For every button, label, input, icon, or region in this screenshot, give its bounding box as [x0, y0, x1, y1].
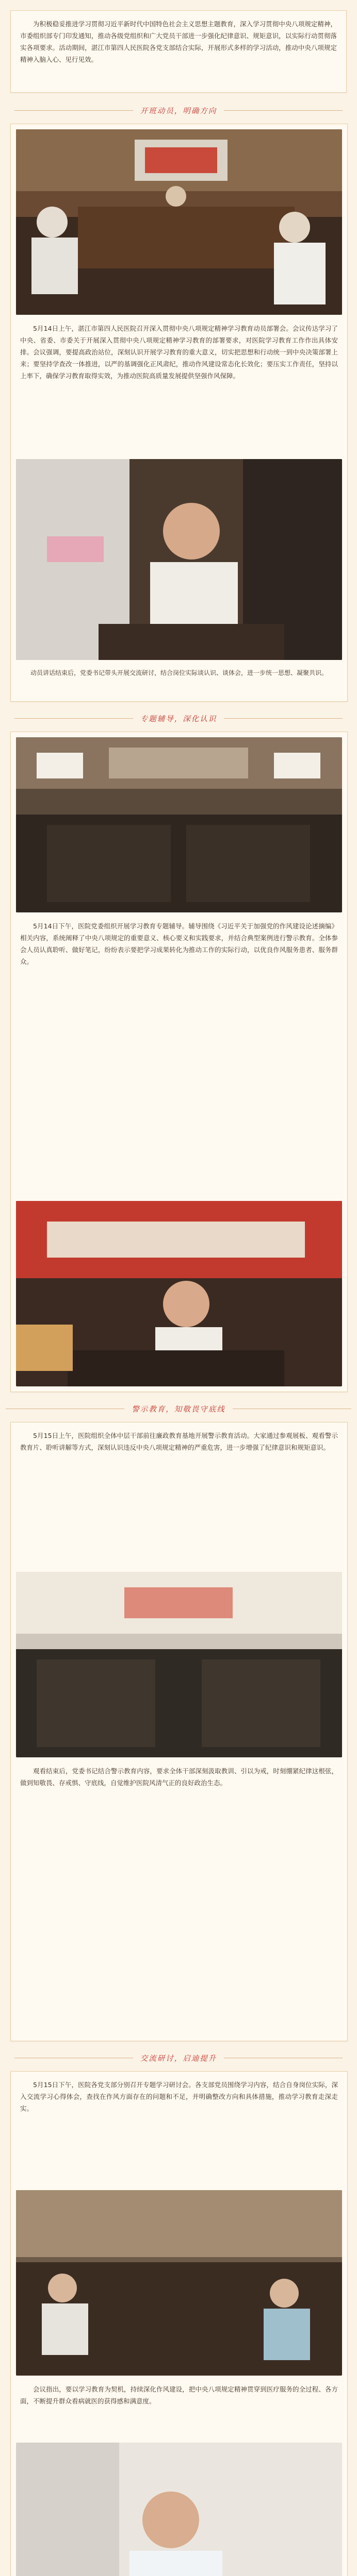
- auditorium-illustration: [16, 1572, 342, 1757]
- section-card-2: [10, 732, 348, 1392]
- discussion-photo: [16, 2190, 342, 2376]
- lecture-speaker-illustration: [16, 1201, 342, 1386]
- meeting-photo-illustration: [16, 129, 342, 315]
- divider: [224, 110, 343, 111]
- section-paragraph: 5月14日上午，湛江市第四人民医院召开深入贯彻中央八项规定精神学习教育动员部署会。会议传达学习了中央、省委、市委关于开展深入贯彻中央八项规定精神学习教育的部署要求，对医院学习教育工作作出具体安排。会议强调，要提高政治站位，深刻认识开展学习教育的重大意义，切实把思想和行动统一到中央决策部署上来；要坚持学查改一体推进，以严的基调强化正风肃纪，推动作风建设常态化长效化；要压实工作责任，坚持以上率下，确保学习教育取得实效，为推动医院高质量发展提供坚强作风保障。: [20, 325, 338, 380]
- participant-illustration: [16, 2443, 342, 2576]
- intro-card: [10, 10, 347, 93]
- lecture-hall-photo: [16, 737, 342, 912]
- divider: [14, 718, 133, 719]
- discussion-illustration: [16, 2190, 342, 2376]
- divider: [224, 718, 343, 719]
- section-title: 开班动员，明确方向: [140, 107, 217, 115]
- divider: [14, 110, 133, 111]
- photo-caption: 动员讲话结束后，党委书记带头开展交流研讨，结合岗位实际谈认识、谈体会，进一步统一思想、凝聚共识。: [30, 669, 328, 676]
- meeting-photo: [16, 129, 342, 315]
- section-header-1: [0, 103, 357, 117]
- section-paragraph: 5月15日下午，医院各党支部分别召开专题学习研讨会。各支部党员围绕学习内容，结合自身岗位实际，深入交流学习心得体会，查找在作风方面存在的问题和不足，并明确整改方向和具体措施，推动学习教育走深走实。: [20, 2081, 338, 2112]
- speaker-photo: [16, 459, 342, 660]
- section-title: 专题辅导，深化认识: [140, 715, 217, 723]
- section-card-4: [10, 2071, 348, 2576]
- lecture-speaker-photo: [16, 1201, 342, 1386]
- section-paragraph: 5月14日下午，医院党委组织开展学习教育专题辅导。辅导围绕《习近平关于加强党的作风建设论述摘编》相关内容，系统阐释了中央八项规定的重要意义、核心要义和实践要求，并结合典型案例进行警示教育。全体参会人员认真聆听、做好笔记，纷纷表示要把学习成果转化为推动工作的实际行动，以优良作风服务患者、服务群众。: [20, 922, 338, 965]
- speaker-photo-illustration: [16, 459, 342, 660]
- section-card-1: [10, 124, 348, 702]
- participant-photo: [16, 2443, 342, 2576]
- section-paragraph: 5月15日上午，医院组织全体中层干部前往廉政教育基地开展警示教育活动。大家通过参观展板、观看警示教育片、聆听讲解等方式，深刻认识违反中央八项规定精神的严重危害，进一步增强了纪律意识和规矩意识。: [20, 1432, 338, 1451]
- section-title: 警示教育，知敬畏守底线: [132, 1405, 225, 1414]
- intro-paragraph: 为积极稳妥推进学习贯彻习近平新时代中国特色社会主义思想主题教育，深入学习贯彻中央八项规定精神，市委组织部专门印发通知，推动各级党组织和广大党员干部进一步强化纪律意识、规矩意识，以实际行动贯彻落实各项要求。活动期间，湛江市第四人民医院各党支部结合实际，开展形式多样的学习活动，推动中央八项规定精神入脑入心、见行见效。: [20, 20, 337, 63]
- auditorium-photo: [16, 1572, 342, 1757]
- section-header-3: [0, 1401, 357, 1416]
- section-paragraph-2: 会议指出，要以学习教育为契机，持续深化作风建设，把中央八项规定精神贯穿到医疗服务的全过程、各方面，不断提升群众看病就医的获得感和满意度。: [20, 2385, 338, 2405]
- section-paragraph-2: 观看结束后，党委书记结合警示教育内容，要求全体干部深刻汲取教训、引以为戒，时刻绷紧纪律这根弦，做到知敬畏、存戒惧、守底线，自觉维护医院风清气正的良好政治生态。: [20, 1767, 338, 1787]
- section-title: 交流研讨，启迪提升: [140, 2054, 217, 2063]
- section-header-4: [0, 2050, 357, 2065]
- section-card-3: [10, 1422, 348, 2041]
- lecture-hall-illustration: [16, 737, 342, 912]
- section-header-2: [0, 711, 357, 725]
